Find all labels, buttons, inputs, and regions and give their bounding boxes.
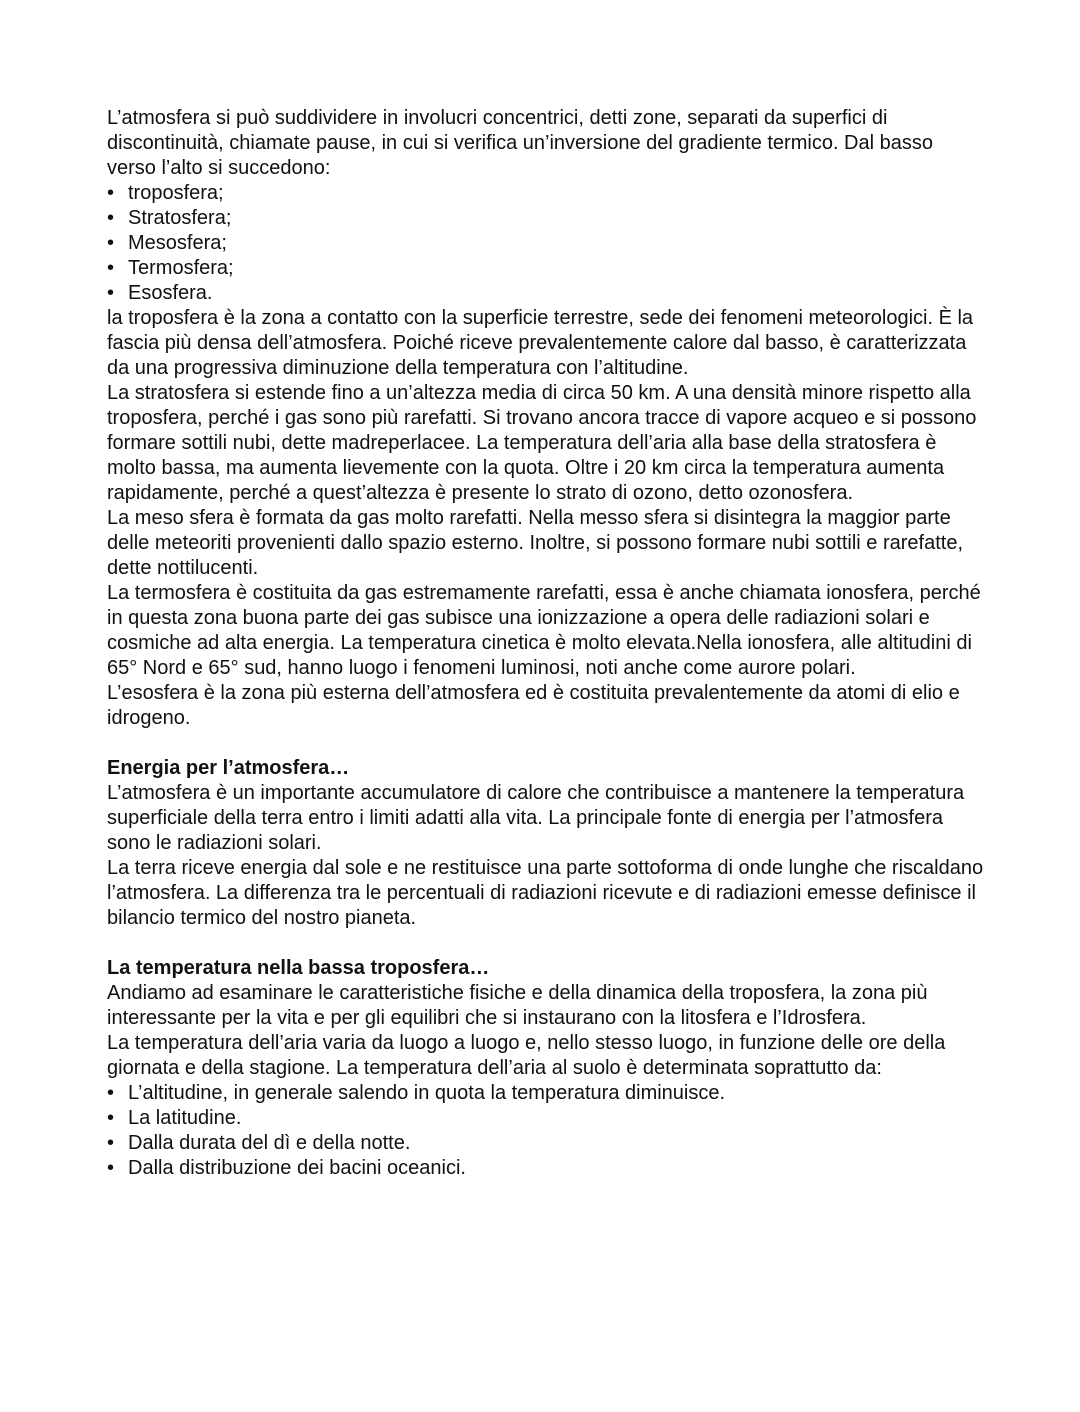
mesosphere-paragraph: La meso sfera è formata da gas molto rarefatti. Nella messo sfera si disintegra la maggior parte delle meteoriti provenienti dallo spazio esterno. Inoltre, si possono formare nubi sottili e rarefatte, dette nottilucenti. [107,507,964,579]
thermosphere-paragraph: La termosfera è costituita da gas estremamente rarefatti, essa è anche chiamata ionosfera, perché in questa zona buona parte dei gas subisce una ionizzazione a opera delle radiazioni solari e cosmiche ad alta energia. La temperatura cinetica è molto elevata.Nella ionosfera, alle altitudini di 65° Nord e 65° sud, hanno luogo i fenomeni luminosi, noti anche come aurore polari. [107,582,981,679]
temperature-section [107,956,987,1181]
list-item: • Dalla durata del dì e della notte. [107,1131,987,1156]
temperature-paragraph: Andiamo ad esaminare le caratteristiche fisiche e della dinamica della troposfera, la zona più interessante per la vita e per gli equilibri che si instaurano con la litosfera e l’Idrosfera. [107,982,928,1029]
list-item: • La latitudine. [107,1106,987,1131]
temperature-heading: La temperatura nella bassa troposfera… [107,957,490,979]
exosphere-paragraph: L’esosfera è la zona più esterna dell’atmosfera ed è costituita prevalentemente da atomi di elio e idrogeno. [107,682,960,729]
list-item: • Dalla distribuzione dei bacini oceanici. [107,1156,987,1181]
troposphere-paragraph: la troposfera è la zona a contatto con la superficie terrestre, sede dei fenomeni meteorologici. È la fascia più densa dell’atmosfera. Poiché riceve prevalentemente calore dal basso, è caratterizzata da una progressiva diminuzione della temperatura con l’altitudine. [107,307,974,379]
energy-paragraph: L’atmosfera è un importante accumulatore di calore che contribuisce a mantenere la temperatura superficiale della terra entro i limiti adatti alla vita. La principale fonte di energia per l’atmosfera sono le radiazioni solari. [107,782,965,854]
energy-heading: Energia per l’atmosfera… [107,757,350,779]
energy-paragraph: La terra riceve energia dal sole e ne restituisce una parte sottoforma di onde lunghe che riscaldano l’atmosfera. La differenza tra le percentuali di radiazioni ricevute e di radiazioni emesse definisce il bilancio termico del nostro pianeta. [107,857,984,929]
stratosphere-paragraph: La stratosfera si estende fino a un’altezza media di circa 50 km. A una densità minore rispetto alla troposfera, perché i gas sono più rarefatti. Si trovano ancora tracce di vapore acqueo e si possono formare sottili nubi, dette madreperlacee. La temperatura dell’aria alla base della stratosfera è molto bassa, ma aumenta lievemente con la quota. Oltre i 20 km circa la temperatura aumenta rapidamente, perché a quest’altezza è presente lo strato di ozono, detto ozonosfera. [107,382,977,504]
list-item: • Mesosfera; [107,231,987,256]
list-item: • Stratosfera; [107,206,987,231]
layers-list [107,181,987,306]
document-page [107,106,987,1181]
list-item: • troposfera; [107,181,987,206]
list-item: • Esosfera. [107,281,987,306]
intro-paragraph: L’atmosfera si può suddividere in involucri concentrici, detti zone, separati da superfici di discontinuità, chiamate pause, in cui si verifica un’inversione del gradiente termico. Dal basso verso l’alto si succedono: [107,107,933,179]
factors-list [107,1081,987,1181]
energy-section [107,756,987,931]
list-item: • L’altitudine, in generale salendo in quota la temperatura diminuisce. [107,1081,987,1106]
list-item: • Termosfera; [107,256,987,281]
temperature-paragraph: La temperatura dell’aria varia da luogo a luogo e, nello stesso luogo, in funzione delle ore della giornata e della stagione. La temperatura dell’aria al suolo è determinata soprattutto da: [107,1032,946,1079]
